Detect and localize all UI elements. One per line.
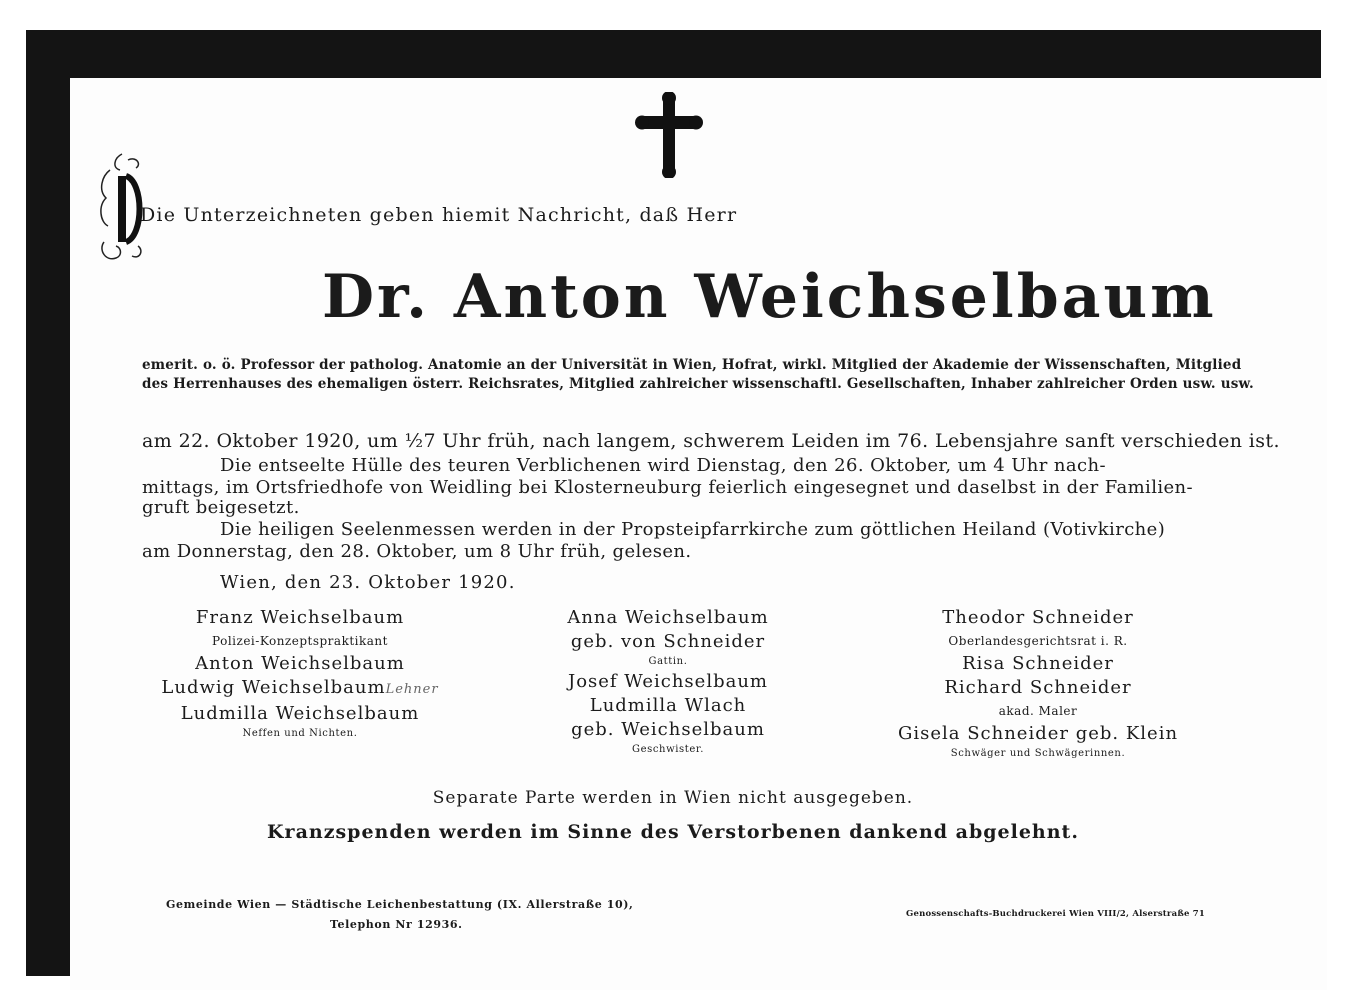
- mourner-name: Gisela Schneider geb. Klein: [897, 723, 1179, 744]
- undertaker-phone: Telephon Nr 12936.: [330, 918, 463, 931]
- intro-line: Die Unterzeichneten geben hiemit Nachricht, daß Herr: [140, 204, 738, 226]
- mourner-name: Ludwig Weichselbaum: [161, 677, 386, 698]
- mourner-name: Franz Weichselbaum: [195, 607, 405, 628]
- mourner-name: Risa Schneider: [962, 653, 1114, 674]
- funeral-text-line: Die entseelte Hülle des teuren Verblichenen wird Dienstag, den 26. Oktober, um 4 Uhr nach-: [220, 455, 1106, 476]
- death-announcement: am 22. Oktober 1920, um ½7 Uhr früh, nach langem, schwerem Leiden im 76. Lebensjahre sanft verschieden ist.: [142, 430, 1280, 452]
- mourners-right-column: [888, 606, 1188, 762]
- funeral-text-line: mittags, im Ortsfriedhofe von Weidling bei Klosterneuburg feierlich eingesegnet und daselbst in der Familien-: [142, 477, 1194, 498]
- mourner-role: Oberlandesgerichtsrat i. R.: [948, 634, 1128, 648]
- cross-icon: [634, 92, 704, 178]
- mourners-center-column: [518, 606, 818, 758]
- titles-line: emerit. o. ö. Professor der patholog. Anatomie an der Universität in Wien, Hofrat, wirkl. Mitglied der Akademie der Wissenschaften, Mitglied: [142, 357, 1242, 373]
- place-date: Wien, den 23. Oktober 1920.: [220, 572, 516, 593]
- deceased-titles: [142, 356, 1254, 394]
- mass-text-line: am Donnerstag, den 28. Oktober, um 8 Uhr früh, gelesen.: [142, 541, 692, 562]
- mourner-caption: Gattin.: [648, 656, 688, 667]
- mourner-caption: Geschwister.: [632, 744, 704, 755]
- mourner-name: Anton Weichselbaum: [195, 653, 405, 674]
- mourner-name: Richard Schneider: [944, 677, 1132, 698]
- mourner-role: akad. Maler: [998, 704, 1078, 718]
- mourner-caption: Neffen und Nichten.: [242, 728, 358, 739]
- undertaker-line: Gemeinde Wien — Städtische Leichenbestattung (IX. Allerstraße 10),: [166, 898, 634, 911]
- printer-imprint: Genossenschafts-Buchdruckerei Wien VIII/2, Alserstraße 71: [906, 909, 1205, 919]
- mourner-name-row: [150, 676, 450, 702]
- mourner-name: Anna Weichselbaum: [567, 607, 769, 628]
- separate-notice: Separate Parte werden in Wien nicht ausgegeben.: [432, 788, 914, 808]
- titles-line: des Herrenhauses des ehemaligen österr. Reichsrates, Mitglied zahlreicher wissenschaftl. Gesellschaften, Inhaber zahlreicher Orden usw. usw.: [142, 376, 1254, 392]
- mourner-name: Josef Weichselbaum: [567, 671, 768, 692]
- handwritten-note: Lehner: [385, 682, 439, 697]
- deceased-name: Dr. Anton Weichselbaum: [322, 262, 1217, 332]
- mourner-name: Ludmilla Weichselbaum: [180, 703, 420, 724]
- funeral-text-line: gruft beigesetzt.: [142, 497, 300, 518]
- mass-text-line: Die heiligen Seelenmessen werden in der Propsteipfarrkirche zum göttlichen Heiland (Votivkirche): [220, 519, 1166, 540]
- mourners-left-column: [150, 606, 450, 742]
- mourner-caption: Schwäger und Schwägerinnen.: [950, 748, 1126, 759]
- mourner-name: Theodor Schneider: [942, 607, 1134, 628]
- mourner-maiden-name: geb. von Schneider: [570, 631, 766, 652]
- mourner-maiden-name: geb. Weichselbaum: [571, 719, 765, 740]
- wreath-notice: Kranzspenden werden im Sinne des Verstorbenen dankend abgelehnt.: [267, 821, 1079, 843]
- mourner-name: Ludmilla Wlach: [589, 695, 747, 716]
- mourner-role: Polizei-Konzeptspraktikant: [212, 634, 388, 648]
